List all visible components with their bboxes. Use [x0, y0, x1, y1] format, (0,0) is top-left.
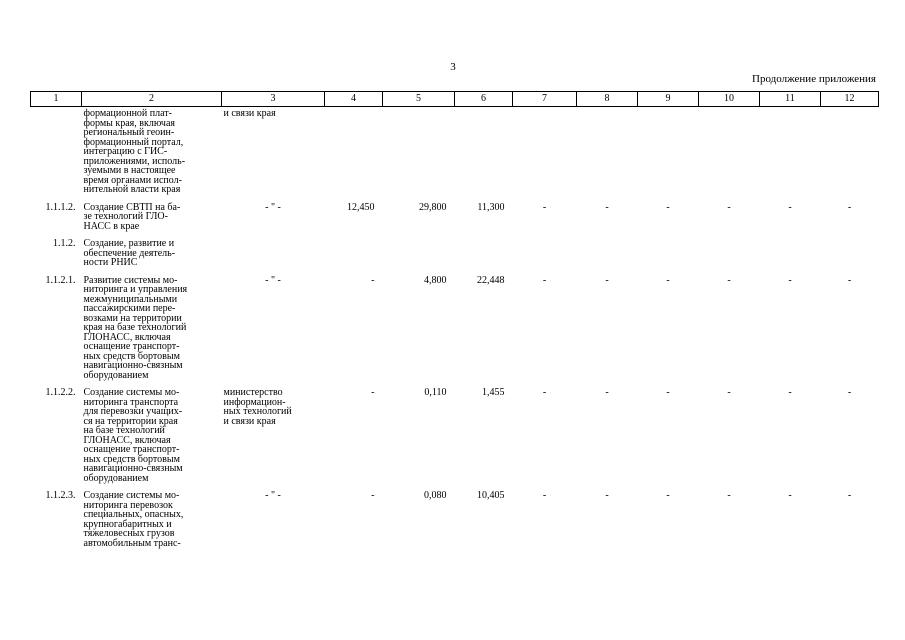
row-col-11	[760, 107, 821, 201]
row-col-6	[455, 107, 513, 201]
row-col-9: -	[666, 387, 670, 398]
row-col-6: 10,405	[477, 490, 505, 501]
row-col-5: 0,110	[424, 387, 447, 398]
row-col-12: -	[847, 387, 852, 398]
row-code: 1.1.2.3.	[45, 490, 76, 501]
page-number: 3	[450, 61, 456, 73]
row-col-4	[325, 107, 383, 201]
row-col-4: -	[371, 274, 375, 286]
row-col-12	[821, 107, 879, 201]
row-col-7: -	[542, 274, 547, 286]
row-executor: - " -	[265, 201, 281, 213]
row-col-10: -	[727, 387, 731, 398]
row-executor: - " -	[265, 490, 281, 501]
header-col-2: 2	[82, 92, 222, 107]
row-col-4: 12,450	[347, 201, 375, 213]
row-name: Создание, развитие и обеспечение деятель- ности РНИС	[83, 238, 176, 268]
row-col-6: 11,300	[477, 201, 505, 213]
header-col-10: 10	[699, 92, 760, 107]
header-col-1: 1	[31, 92, 82, 107]
row-col-12: -	[847, 490, 852, 501]
row-col-7: -	[542, 387, 547, 398]
row-col-8	[577, 107, 638, 201]
row-code: 1.1.2.	[53, 238, 76, 249]
header-col-11: 11	[760, 92, 821, 107]
row-col-7	[513, 107, 577, 201]
header-col-5: 5	[383, 92, 455, 107]
row-name: формационной плат- формы края, включая региональный геоин- формационный портал, интеграцию с ГИС- приложениями, исполь- зуемыми в настоящее время органами испол- нительной власти края	[83, 108, 186, 195]
row-col-10	[699, 107, 760, 201]
row-code: 1.1.2.1.	[45, 274, 76, 286]
row-col-9: -	[666, 201, 670, 213]
row-col-9	[638, 237, 699, 274]
header-col-12: 12	[821, 92, 879, 107]
row-code: 1.1.1.2.	[45, 201, 76, 213]
continuation-label: Продолжение приложения	[752, 73, 876, 85]
table-row	[31, 489, 879, 554]
header-col-8: 8	[577, 92, 638, 107]
row-col-4: -	[371, 387, 375, 398]
row-col-10: -	[727, 274, 731, 286]
row-col-10: -	[727, 490, 731, 501]
header-col-6: 6	[455, 92, 513, 107]
row-col-5	[383, 237, 455, 274]
row-col-11: -	[788, 387, 792, 398]
row-name: Создание системы мо- ниторинга перевозок специальных, опасных, крупногабаритных и тяжеловесных грузов автомобильным транс-	[83, 490, 184, 549]
row-col-8: -	[605, 490, 609, 501]
row-code: 1.1.2.2.	[45, 387, 76, 398]
header-col-7: 7	[513, 92, 577, 107]
appendix-table	[30, 91, 879, 554]
table-row	[31, 107, 879, 201]
row-col-4: -	[371, 490, 375, 501]
row-code	[31, 107, 82, 201]
row-col-10	[699, 237, 760, 274]
row-col-8: -	[605, 387, 609, 398]
row-col-6: 1,455	[482, 387, 505, 398]
row-executor: - " -	[265, 274, 281, 286]
header-col-9: 9	[638, 92, 699, 107]
row-col-8: -	[605, 274, 609, 286]
row-col-12: -	[847, 274, 852, 286]
row-executor: министерство информацион- ных технологий и связи края	[223, 387, 292, 427]
table-row	[31, 274, 879, 387]
row-name: Создание системы мо- ниторинга транспорта для перевозки учащих- ся на территории края на базе технологий ГЛОНАСС, включая оснащение транспорт- ных средств бортовым навигационно-связным оборудованием	[83, 387, 183, 484]
header-col-4: 4	[325, 92, 383, 107]
row-col-5: 29,800	[419, 201, 447, 213]
header-row	[31, 92, 879, 107]
row-col-11: -	[788, 201, 792, 213]
row-col-9	[638, 107, 699, 201]
row-col-7	[513, 237, 577, 274]
row-name: Развитие системы мо- ниторинга и управления межмуниципальными пассажирскими пере- возками на территории края на базе технологий ГЛОНАСС, включая оснащение транспорт- ных средств бортовым навигационно-связным оборудованием	[83, 274, 188, 381]
row-col-11	[760, 237, 821, 274]
row-col-8	[577, 237, 638, 274]
row-col-4	[325, 237, 383, 274]
row-col-7: -	[542, 201, 547, 213]
row-col-12: -	[847, 201, 852, 213]
row-col-9: -	[666, 490, 670, 501]
row-executor: и связи края	[223, 108, 276, 119]
table-row	[31, 386, 879, 489]
row-col-10: -	[727, 201, 731, 213]
row-col-5	[383, 107, 455, 201]
row-col-6: 22,448	[477, 274, 505, 286]
row-col-5: 4,800	[424, 274, 447, 286]
row-col-9: -	[666, 274, 670, 286]
row-col-12	[821, 237, 879, 274]
row-col-6	[455, 237, 513, 274]
row-col-8: -	[605, 201, 609, 213]
header-col-3: 3	[222, 92, 325, 107]
table-row	[31, 237, 879, 274]
row-col-11: -	[788, 274, 792, 286]
row-executor	[222, 237, 325, 274]
row-col-5: 0,080	[424, 490, 447, 501]
row-name: Создание СВТП на ба- зе технологий ГЛО- НАСС в крае	[83, 201, 181, 232]
row-col-7: -	[542, 490, 547, 501]
table-row	[31, 201, 879, 238]
row-col-11: -	[788, 490, 792, 501]
